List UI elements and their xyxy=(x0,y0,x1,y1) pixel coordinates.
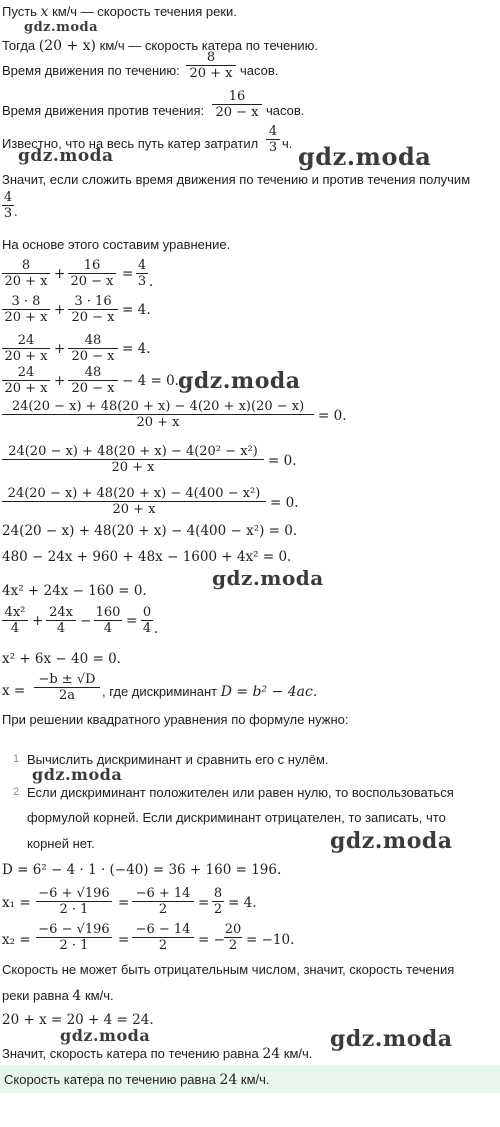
fraction: $\frac{-6 + 14}{2}$ xyxy=(132,886,194,917)
watermark: gdz.moda xyxy=(24,20,99,35)
watermark: gdz.moda xyxy=(178,368,301,394)
equation-caption: , где дискриминант D = b² − 4ac. xyxy=(102,684,318,700)
equation: 4x² + 24x − 160 = 0. xyxy=(2,583,147,599)
watermark: gdz.moda xyxy=(330,828,453,854)
operator: = xyxy=(122,266,134,282)
list-number: 1 xyxy=(13,753,20,765)
watermark: gdz.moda xyxy=(298,142,432,171)
fraction: $\frac{4}{3}$ xyxy=(137,258,147,289)
fraction: $\frac{\text{24(20 − x) + 48(20 + x) − 4(20² − x²)}}{20 + x}$ xyxy=(2,444,264,475)
conclusion-2: реки равна 4 км/ч. xyxy=(2,988,114,1004)
equation: x = xyxy=(2,683,26,699)
intro-line-2: Тогда (20 + x) км/ч — скорость катера по течению. xyxy=(2,38,319,54)
intro-line-5-tail: ч. xyxy=(282,136,293,151)
intro-line-3: Время движения по течению: xyxy=(2,63,180,78)
fraction: $\frac{8}{20 + x}$ xyxy=(2,258,50,289)
intro-line-3-tail: часов. xyxy=(240,63,279,78)
watermark: gdz.moda xyxy=(330,1026,453,1052)
fraction: $\frac{16}{20 - x}$ xyxy=(68,258,116,289)
intro-line-4-tail: часов. xyxy=(266,103,305,118)
equation-tail: = −10. xyxy=(246,932,295,948)
fraction: $\frac{-b \pm √D}{2a}$ xyxy=(34,672,100,703)
operator: + xyxy=(54,302,66,318)
equation: 20 + x = 20 + 4 = 24. xyxy=(2,1012,154,1028)
discriminant: D = 6² − 4 · 1 · (−40) = 36 + 160 = 196. xyxy=(2,862,282,878)
equation-tail: = 0. xyxy=(270,495,299,511)
answer-text: Скорость катера по течению равна 24 км/ч. xyxy=(4,1072,270,1088)
fraction: $\frac{16}{20 - x}$ xyxy=(212,89,262,120)
fraction: $\frac{24}{20 + x}$ xyxy=(2,365,50,396)
operator: = − xyxy=(198,932,225,948)
watermark: gdz.moda xyxy=(60,1026,151,1045)
fraction: $\frac{3 \cdot 8}{20 + x}$ xyxy=(2,294,50,325)
equation: 24(20 − x) + 48(20 + x) − 4(400 − x²) = 0. xyxy=(2,523,298,539)
operator: . xyxy=(154,621,159,637)
operator: + xyxy=(54,373,66,389)
fraction: $\frac{0}{4}$ xyxy=(142,605,152,636)
intro-line-1: Пусть x км/ч — скорость течения реки. xyxy=(2,4,237,20)
operator: = xyxy=(118,932,130,948)
root-label: x₂ = xyxy=(2,932,31,948)
fraction: $\frac{3 \cdot 16}{20 - x}$ xyxy=(68,294,118,325)
watermark: gdz.moda xyxy=(32,765,123,784)
list-item-cont: корней нет. xyxy=(27,836,95,851)
fraction: $\frac{-6 - √196}{2 \cdot 1}$ xyxy=(36,922,112,953)
root-label: x₁ = xyxy=(2,895,31,911)
equation-tail: = 4. xyxy=(122,302,151,318)
fraction: $\frac{4}{3}$ xyxy=(3,190,13,221)
fraction: $\frac{48}{20 - x}$ xyxy=(68,365,118,396)
fraction: $\frac{4}{3}$ xyxy=(266,124,280,155)
conclusion-1: Скорость не может быть отрицательным числом, значит, скорость течения xyxy=(2,962,455,977)
fraction: $\frac{48}{20 - x}$ xyxy=(68,333,118,364)
list-number: 2 xyxy=(13,786,20,798)
fraction: $\frac{\text{4x²}}{4}$ xyxy=(2,605,28,636)
equation: 480 − 24x + 960 + 48x − 1600 + 4x² = 0. xyxy=(2,549,292,565)
intro-line-6: Значит, если сложить время движения по течению и против течения получим xyxy=(2,172,471,187)
watermark: gdz.moda xyxy=(18,146,114,166)
fraction: $\frac{8}{20 + x}$ xyxy=(186,50,236,81)
list-item: Если дискриминант положителен или равен нулю, то воспользоваться xyxy=(27,785,454,800)
operator: = xyxy=(118,895,130,911)
equation-tail: − 4 = 0. xyxy=(122,373,179,389)
intro-line-7-tail: . xyxy=(14,204,18,219)
fraction: $\frac{\text{24(20 − x) + 48(20 + x) − 4(400 − x²)}}{20 + x}$ xyxy=(2,486,266,517)
fraction: $\frac{160}{4}$ xyxy=(95,605,121,636)
operator: = xyxy=(126,613,138,629)
watermark: gdz.moda xyxy=(212,566,324,590)
fraction: $\frac{24}{20 + x}$ xyxy=(2,333,50,364)
fraction: $\frac{20}{2}$ xyxy=(224,922,242,953)
conclusion-3: Значит, скорость катера по течению равна 24 км/ч. xyxy=(2,1046,313,1062)
fraction: $\frac{-6 + √196}{2 \cdot 1}$ xyxy=(36,886,112,917)
operator: + xyxy=(54,266,66,282)
intro-line-4: Время движения против течения: xyxy=(2,103,205,118)
equation-tail: = 0. xyxy=(268,453,297,469)
equation-tail: = 4. xyxy=(122,341,151,357)
operator: + xyxy=(54,341,66,357)
equation: x² + 6x − 40 = 0. xyxy=(2,651,121,667)
intro-line-5: Известно, что на весь путь катер затратил xyxy=(2,136,259,151)
equation-tail: = 4. xyxy=(228,895,257,911)
equation-tail: = 0. xyxy=(318,408,347,424)
fraction: $\frac{8}{2}$ xyxy=(213,886,223,917)
fraction: $\frac{24(20 - x) + 48(20 + x) - 4(20 + x)(20 - x)}{20 + x}$ xyxy=(2,399,314,430)
operator: = xyxy=(198,895,210,911)
fraction: $\frac{24x}{4}$ xyxy=(46,605,76,636)
intro-line-8: На основе этого составим уравнение. xyxy=(2,237,231,252)
list-item-cont: формулой корней. Если дискриминант отрицателен, то записать, что xyxy=(27,810,446,825)
method-intro: При решении квадратного уравнения по формуле нужно: xyxy=(2,712,349,727)
operator: − xyxy=(80,613,92,629)
list-item: Вычислить дискриминант и сравнить его с нулём. xyxy=(27,752,329,767)
operator: + xyxy=(32,613,44,629)
operator: . xyxy=(149,274,154,290)
fraction: $\frac{-6 - 14}{2}$ xyxy=(132,922,194,953)
